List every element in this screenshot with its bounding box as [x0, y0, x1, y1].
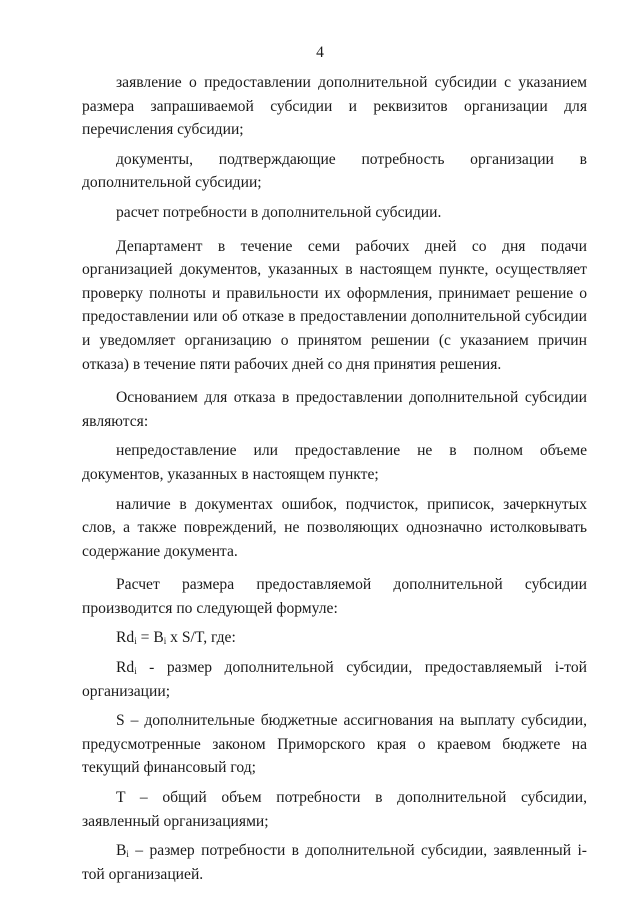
paragraph-department: Департамент в течение семи рабочих дней со дня подачи организацией документов, указанных в настоящем пункте, осуществляет проверку полноты и правильности их оформления, принимает решение о предоставлении или об отказе в предоставлении дополнительной субсидии и уведомляет организацию о принятом решении (с указанием причин отказа) в течение пяти рабочих дней со дня принятия решения. [82, 237, 587, 373]
definition-rd-subscript: i [134, 666, 137, 677]
definition-b-text: – размер потребности в дополнительной субсидии, заявленный i-той организацией. [82, 842, 587, 883]
definition-s: S – дополнительные бюджетные ассигнования на выплату субсидии, предусмотренные законом Приморского края о краевом бюджете на текущий финансовый год; [82, 712, 587, 777]
paragraph-application: заявление о предоставлении дополнительной субсидии с указанием размера запрашиваемой субсидии и реквизитов организации для перечисления субсидии; [82, 74, 587, 139]
formula-equals: = [136, 629, 154, 647]
page-number: 4 [316, 44, 324, 61]
definition-rd-symbol: Rd [116, 659, 135, 677]
paragraph-incomplete-docs: непредоставление или предоставление не в полном объеме документов, указанных в настоящем пункте; [82, 442, 587, 483]
paragraph-errors: наличие в документах ошибок, подчисток, приписок, зачеркнутых слов, а также повреждений, не позволяющих однозначно истолковывать содержание документа. [82, 495, 587, 560]
formula-b: B [153, 629, 164, 647]
definition-b-symbol: B [116, 842, 127, 860]
definition-b [82, 839, 587, 886]
formula [82, 626, 587, 650]
formula-b-subscript: i [163, 636, 167, 647]
formula-rd-subscript: i [134, 636, 137, 647]
definition-rd-text: - размер дополнительной субсидии, предоставляемый i-той организации; [82, 659, 587, 700]
paragraph-formula-intro: Расчет размера предоставляемой дополнительной субсидии производится по следующей формуле: [82, 576, 587, 617]
document-body [82, 71, 587, 886]
definition-b-subscript: i [126, 849, 129, 860]
formula-rd: Rd [116, 629, 135, 647]
paragraph-refusal-grounds: Основанием для отказа в предоставлении дополнительной субсидии являются: [82, 389, 587, 430]
definition-rd [82, 656, 587, 703]
paragraph-calculation: расчет потребности в дополнительной субсидии. [116, 203, 442, 221]
paragraph-documents: документы, подтверждающие потребность организации в дополнительной субсидии; [82, 150, 587, 192]
formula-rest: x S/T, где: [166, 629, 236, 647]
definition-t: T – общий объем потребности в дополнительной субсидии, заявленный организациями; [82, 789, 587, 830]
